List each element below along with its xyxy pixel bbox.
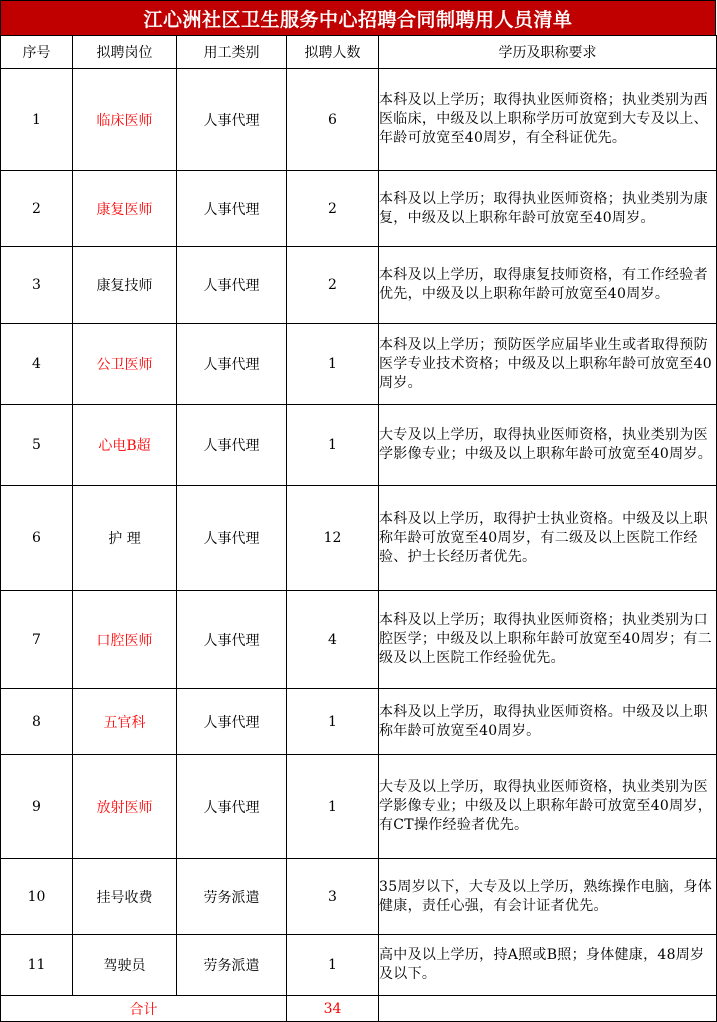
cell-position: 五官科 <box>73 689 177 755</box>
table-row <box>1 247 717 324</box>
cell-index: 8 <box>1 689 73 755</box>
cell-count: 3 <box>287 859 379 935</box>
total-count: 34 <box>287 996 379 1022</box>
cell-employment-type: 人事代理 <box>177 69 287 171</box>
cell-requirements: 本科及以上学历；取得执业医师资格；执业类别为康复，中级及以上职称年龄可放宽至40周岁。 <box>379 171 717 247</box>
total-requirements <box>379 996 717 1022</box>
cell-index: 4 <box>1 324 73 405</box>
cell-count: 1 <box>287 324 379 405</box>
cell-employment-type: 人事代理 <box>177 405 287 486</box>
header-position: 拟聘岗位 <box>73 36 177 69</box>
cell-count: 6 <box>287 69 379 171</box>
cell-requirements: 本科及以上学历，取得执业医师资格。中级及以上职称年龄可放宽至40周岁。 <box>379 689 717 755</box>
cell-index: 7 <box>1 591 73 689</box>
cell-employment-type: 人事代理 <box>177 171 287 247</box>
cell-requirements: 大专及以上学历，取得执业医师资格，执业类别为医学影像专业；中级及以上职称年龄可放宽至40周岁。 <box>379 405 717 486</box>
cell-requirements: 大专及以上学历，取得执业医师资格，执业类别为医学影像专业；中级及以上职称年龄可放宽至40周岁，有CT操作经验者优先。 <box>379 755 717 859</box>
cell-position: 挂号收费 <box>73 859 177 935</box>
header-row <box>1 36 717 69</box>
cell-index: 3 <box>1 247 73 324</box>
table-row <box>1 935 717 996</box>
cell-employment-type: 人事代理 <box>177 755 287 859</box>
cell-index: 1 <box>1 69 73 171</box>
table-row <box>1 405 717 486</box>
cell-index: 6 <box>1 486 73 591</box>
cell-requirements: 35周岁以下，大专及以上学历，熟练操作电脑，身体健康，责任心强，有会计证者优先。 <box>379 859 717 935</box>
cell-employment-type: 人事代理 <box>177 689 287 755</box>
cell-count: 12 <box>287 486 379 591</box>
cell-index: 2 <box>1 171 73 247</box>
cell-position: 康复医师 <box>73 171 177 247</box>
header-index: 序号 <box>1 36 73 69</box>
table-row <box>1 859 717 935</box>
cell-requirements: 本科及以上学历，取得康复技师资格，有工作经验者优先，中级及以上职称年龄可放宽至40周岁。 <box>379 247 717 324</box>
cell-count: 1 <box>287 405 379 486</box>
cell-employment-type: 人事代理 <box>177 486 287 591</box>
table-row <box>1 591 717 689</box>
cell-requirements: 本科及以上学历，取得护士执业资格。中级及以上职称年龄可放宽至40周岁，有二级及以上医院工作经验、护士长经历者优先。 <box>379 486 717 591</box>
cell-count: 4 <box>287 591 379 689</box>
cell-position: 心电B超 <box>73 405 177 486</box>
cell-count: 1 <box>287 935 379 996</box>
table-row <box>1 69 717 171</box>
cell-count: 1 <box>287 689 379 755</box>
table-row <box>1 171 717 247</box>
recruitment-table <box>0 35 717 1022</box>
cell-requirements: 本科及以上学历；取得执业医师资格；执业类别为西医临床，中级及以上职称学历可放宽到大专及以上、年龄可放宽至40周岁，有全科证优先。 <box>379 69 717 171</box>
header-employment-type: 用工类别 <box>177 36 287 69</box>
table-row <box>1 486 717 591</box>
table-row <box>1 755 717 859</box>
cell-employment-type: 人事代理 <box>177 591 287 689</box>
cell-count: 2 <box>287 247 379 324</box>
sheet-title: 江心洲社区卫生服务中心招聘合同制聘用人员清单 <box>0 0 716 36</box>
cell-employment-type: 劳务派遣 <box>177 859 287 935</box>
cell-position: 临床医师 <box>73 69 177 171</box>
header-count: 拟聘人数 <box>287 36 379 69</box>
total-label: 合计 <box>1 996 287 1022</box>
cell-position: 口腔医师 <box>73 591 177 689</box>
cell-employment-type: 人事代理 <box>177 324 287 405</box>
cell-index: 5 <box>1 405 73 486</box>
cell-index: 9 <box>1 755 73 859</box>
cell-employment-type: 人事代理 <box>177 247 287 324</box>
cell-count: 1 <box>287 755 379 859</box>
cell-position: 放射医师 <box>73 755 177 859</box>
cell-count: 2 <box>287 171 379 247</box>
header-requirements: 学历及职称要求 <box>379 36 717 69</box>
cell-position: 公卫医师 <box>73 324 177 405</box>
cell-requirements: 高中及以上学历，持A照或B照；身体健康，48周岁及以下。 <box>379 935 717 996</box>
table-row <box>1 689 717 755</box>
cell-index: 10 <box>1 859 73 935</box>
total-row <box>1 996 717 1022</box>
cell-position: 康复技师 <box>73 247 177 324</box>
cell-employment-type: 劳务派遣 <box>177 935 287 996</box>
table-row <box>1 324 717 405</box>
cell-index: 11 <box>1 935 73 996</box>
cell-position: 驾驶员 <box>73 935 177 996</box>
cell-requirements: 本科及以上学历；取得执业医师资格；执业类别为口腔医学；中级及以上职称年龄可放宽至40周岁；有二级及以上医院工作经验优先。 <box>379 591 717 689</box>
cell-requirements: 本科及以上学历；预防医学应届毕业生或者取得预防医学专业技术资格；中级及以上职称年龄可放宽至40周岁。 <box>379 324 717 405</box>
cell-position: 护 理 <box>73 486 177 591</box>
